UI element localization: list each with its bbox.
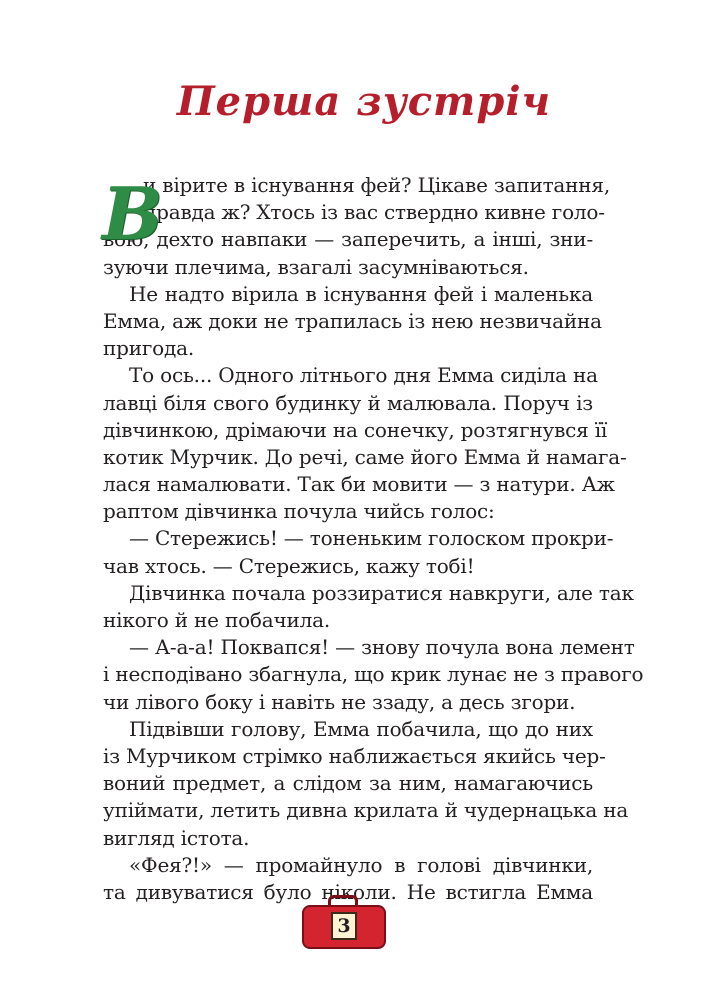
text-line: зуючи плечима, взагалі засумніваються. xyxy=(103,254,529,279)
text-line: — А-а-а! Поквапся! — знову почула вона лемент xyxy=(129,635,635,660)
text-line: чав хтось. — Стережись, кажу тобі! xyxy=(103,553,475,578)
text-line: і несподівано збагнула, що крик лунає не з правого xyxy=(103,662,644,687)
text-line: дівчинкою, дрімаючи на сонечку, розтягнувся її xyxy=(103,417,608,442)
text-line: нікого й не побачила. xyxy=(103,608,331,632)
text-line: «Фея?!» — промайнуло в голові дівчинки, xyxy=(129,852,593,877)
chapter-title: Перша зустріч xyxy=(176,78,552,125)
page-number-badge xyxy=(300,893,390,953)
text-line: лавці біля свого будинку й малювала. Поруч із xyxy=(103,390,593,415)
text-line: — Стережись! — тоненьким голоском прокри- xyxy=(129,526,614,551)
text-line: вигляд істота. xyxy=(103,825,250,850)
text-line: Не надто вірила в існування фей і маленька xyxy=(129,281,593,306)
page-number: 3 xyxy=(331,912,357,940)
body-text xyxy=(102,171,644,906)
text-line: котик Мурчик. До речі, саме його Емма й намага- xyxy=(103,444,627,469)
text-line: раптом дівчинка почула чийсь голос: xyxy=(103,499,495,524)
text-line: То ось... Одного літнього дня Емма сиділа на xyxy=(129,363,598,388)
text-line: чи лівого боку і навіть не ззаду, а десь згори. xyxy=(103,689,576,714)
text-line: лася намалювати. Так би мовити — з натури. Аж xyxy=(103,472,615,497)
text-line: и вірите в існування фей? Цікаве запитання, xyxy=(143,173,610,197)
text-line: Емма, аж доки не трапилась із нею незвичайна xyxy=(103,308,602,333)
text-line: Підвівши голову, Емма побачила, що до них xyxy=(129,716,593,741)
text-line: правда ж? Хтось із вас ствердно кивне голо- xyxy=(143,200,605,225)
text-line: Дівчинка почала роззиратися навкруги, але так xyxy=(129,580,634,605)
text-line: упіймати, летить дивна крилата й чудернацька на xyxy=(103,798,629,823)
text-line: та дивуватися було ніколи. Не встигла Емма xyxy=(103,879,593,904)
text-line: пригода. xyxy=(103,336,194,361)
text-line: вою, дехто навпаки — заперечить, а інші, зни- xyxy=(103,227,593,252)
drop-cap: В xyxy=(102,171,163,256)
text-line: із Мурчиком стрімко наближається якийсь чер- xyxy=(103,743,606,768)
text-line: воний предмет, а слідом за ним, намагаючись xyxy=(103,771,593,796)
